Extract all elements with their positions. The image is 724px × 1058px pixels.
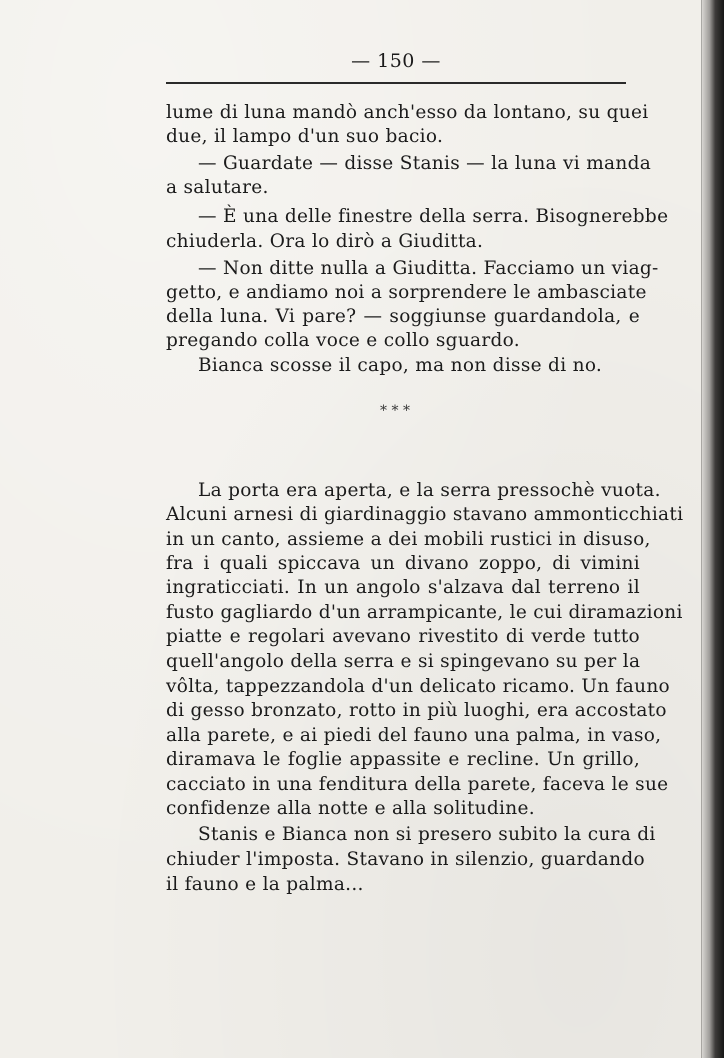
text-line: confidenze alla notte e alla solitudine.	[166, 798, 535, 819]
text-line: ingraticciati. In un angolo s'alzava dal terreno il	[166, 577, 640, 598]
text-line: due, il lampo d'un suo bacio.	[166, 126, 444, 147]
header-rule	[166, 82, 626, 84]
text-line: a salutare.	[166, 177, 269, 198]
page-number: — 150 —	[351, 50, 441, 72]
text-line: quell'angolo della serra e si spingevano su per la	[166, 651, 641, 672]
text-line: — È una delle finestre della serra. Bisognerebbe	[198, 206, 669, 227]
text-line: alla parete, e ai piedi del fauno una palma, in vaso,	[166, 725, 662, 746]
text-line: cacciato in una fenditura della parete, faceva le sue	[166, 774, 669, 795]
section-separator	[370, 405, 420, 417]
text-line: il fauno e la palma...	[166, 874, 364, 895]
text-line: lume di luna mandò anch'esso da lontano, su quei	[166, 102, 649, 123]
text-line: fusto gagliardo d'un arrampicante, le cui diramazioni	[166, 602, 683, 623]
text-line: Stanis e Bianca non si presero subito la cura di	[198, 824, 656, 845]
text-line: — Guardate — disse Stanis — la luna vi manda	[198, 153, 652, 174]
text-line: chiuder l'imposta. Stavano in silenzio, guardando	[166, 849, 645, 870]
text-line: getto, e andiamo noi a sorprendere le ambasciate	[166, 282, 647, 303]
book-spine	[702, 0, 724, 1058]
text-line: di gesso bronzato, rotto in più luoghi, era accostato	[166, 700, 667, 721]
separator-glyphs: * * *	[380, 403, 410, 419]
text-line: Alcuni arnesi di giardinaggio stavano ammonticchiati	[166, 504, 684, 525]
text-line: chiuderla. Ora lo dirò a Giuditta.	[166, 231, 484, 252]
text-line: — Non ditte nulla a Giuditta. Facciamo un viag-	[198, 258, 659, 279]
text-line: diramava le foglie appassite e recline. Un grillo,	[166, 749, 640, 770]
text-line: Bianca scosse il capo, ma non disse di no.	[198, 355, 603, 376]
text-line: fra i quali spiccava un divano zoppo, di vimini	[166, 553, 640, 574]
text-line: La porta era aperta, e la serra pressochè vuota.	[198, 480, 661, 501]
text-line: in un canto, assieme a dei mobili rustici in disuso,	[166, 529, 651, 550]
text-line: vôlta, tappezzandola d'un delicato ricamo. Un fauno	[166, 676, 670, 697]
text-line: piatte e regolari avevano rivestito di verde tutto	[166, 626, 640, 647]
text-line: della luna. Vi pare? — soggiunse guardandola, e	[166, 306, 640, 327]
text-line: pregando colla voce e collo sguardo.	[166, 330, 520, 351]
